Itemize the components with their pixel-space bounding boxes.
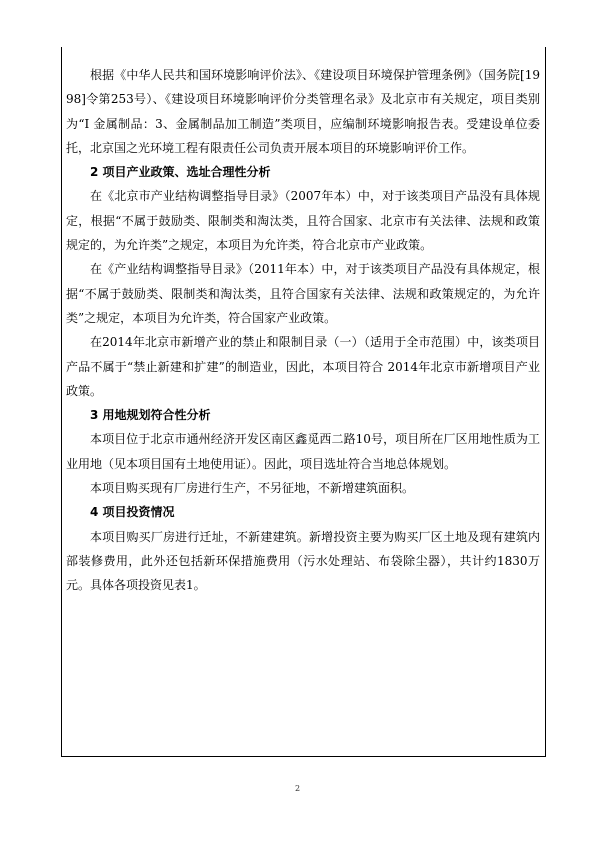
section-heading-investment: 4 项目投资情况 xyxy=(90,505,175,520)
paragraph-beijing-2014-list: 在2014年北京市新增产业的禁止和限制目录（一）（适用于全市范围）中，该类项目产品不属于“禁止新建和扩建”的制造业，因此，本项目符合 2014年北京市新增项目产业政策。 xyxy=(66,335,540,398)
paragraph-site-location: 本项目位于北京市通州经济开发区南区鑫觅西二路10号，项目所在厂区用地性质为工业用地（见本项目国有土地使用证）。因此，项目选址符合当地总体规划。 xyxy=(66,432,540,471)
paragraph-investment-details: 本项目购买厂房进行迁址，不新建建筑。新增投资主要为购买厂区土地及现有建筑内部装修费用，此外还包括新环保措施费用（污水处理站、布袋除尘器），共计约1830万元。具体各项投资见表1。 xyxy=(66,529,540,593)
section-heading-land-use: 3 用地规划符合性分析 xyxy=(90,408,211,423)
paragraph-beijing-catalog-2007: 在《北京市产业结构调整指导目录》（2007年本）中，对于该类项目产品没有具体规定，根据“不属于鼓励类、限制类和淘汰类，且符合国家、北京市有关法律、法规和政策规定的，为允许类”之规定，本项目为允许类，符合北京市产业政策。 xyxy=(66,189,540,253)
paragraph-existing-plant: 本项目购买现有厂房进行生产，不另征地，不新增建筑面积。 xyxy=(90,481,415,496)
section-heading-industry-policy: 2 项目产业政策、选址合理性分析 xyxy=(90,165,271,180)
paragraph-eia-basis: 根据《中华人民共和国环境影响评价法》、《建设项目环境保护管理条例》（国务院[1998]令第253号）、《建设项目环境影响评价分类管理名录》及北京市有关规定，项目类别为“I 金属制品：3、金属制品加工制造”类项目，应编制环境影响报告表。受建设单位委托，北京国之光环境工程有限责任公司负责开展本项目的环境影响评价工作。 xyxy=(66,68,540,155)
page-number: 2 xyxy=(294,784,301,793)
document-body xyxy=(66,63,540,598)
paragraph-national-catalog-2011: 在《产业结构调整指导目录》（2011年本）中，对于该类项目产品没有具体规定，根据“不属于鼓励类、限制类和淘汰类，且符合国家有关法律、法规和政策规定的，为允许类”之规定，本项目为允许类，符合国家产业政策。 xyxy=(66,262,540,325)
